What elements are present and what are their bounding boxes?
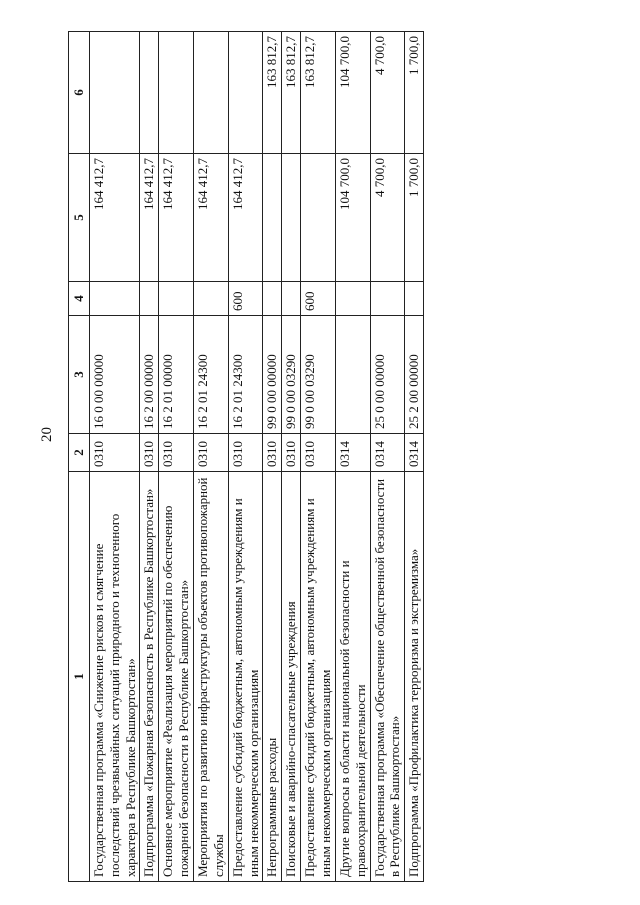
amount-col5-cell: 164 412,7 — [140, 154, 159, 282]
section-code-cell: 0310 — [159, 434, 194, 472]
expense-type-cell: 600 — [301, 282, 336, 316]
row-name-cell: Другие вопросы в области национальной безопасности и правоохранительной деятельности — [335, 472, 370, 882]
amount-col6-cell: 163 812,7 — [282, 32, 301, 154]
row-name-cell: Государственная программа «Снижение рисков и смягчение последствий чрезвычайных ситуаций природного и техногенного характера в Республике Башкортостан» — [89, 472, 140, 882]
target-code-cell: 99 0 00 00000 — [263, 316, 282, 434]
table-row — [335, 32, 370, 882]
target-code-cell: 25 0 00 00000 — [370, 316, 405, 434]
amount-col6-cell — [228, 32, 263, 154]
expense-type-cell: 600 — [228, 282, 263, 316]
table-row — [159, 32, 194, 882]
section-code-cell: 0314 — [405, 434, 424, 472]
amount-col6-cell: 104 700,0 — [335, 32, 370, 154]
target-code-cell: 99 0 00 03290 — [301, 316, 336, 434]
expense-type-cell — [370, 282, 405, 316]
amount-col5-cell — [282, 154, 301, 282]
amount-col5-cell: 164 412,7 — [228, 154, 263, 282]
section-code-cell: 0310 — [194, 434, 229, 472]
expense-type-cell — [335, 282, 370, 316]
expense-type-cell — [89, 282, 140, 316]
section-code-cell: 0310 — [89, 434, 140, 472]
target-code-cell: 25 2 00 00000 — [405, 316, 424, 434]
expense-type-cell — [194, 282, 229, 316]
section-code-cell: 0310 — [301, 434, 336, 472]
row-name-cell: Непрограммные расходы — [263, 472, 282, 882]
amount-col5-cell: 164 412,7 — [89, 154, 140, 282]
expense-type-cell — [405, 282, 424, 316]
target-code-cell: 16 0 00 00000 — [89, 316, 140, 434]
amount-col5-cell — [263, 154, 282, 282]
amount-col5-cell: 1 700,0 — [405, 154, 424, 282]
table-row — [263, 32, 282, 882]
target-code-cell: 16 2 00 00000 — [140, 316, 159, 434]
target-code-cell: 99 0 00 03290 — [282, 316, 301, 434]
table-row — [194, 32, 229, 882]
column-header: 5 — [69, 154, 90, 282]
amount-col6-cell: 4 700,0 — [370, 32, 405, 154]
amount-col5-cell: 104 700,0 — [335, 154, 370, 282]
amount-col5-cell: 4 700,0 — [370, 154, 405, 282]
budget-table — [68, 31, 424, 882]
header-row — [69, 32, 90, 882]
expense-type-cell — [282, 282, 301, 316]
table-row — [405, 32, 424, 882]
table-row — [301, 32, 336, 882]
column-header: 3 — [69, 316, 90, 434]
row-name-cell: Мероприятия по развитию инфраструктуры объектов противопожарной службы — [194, 472, 229, 882]
amount-col5-cell — [301, 154, 336, 282]
table-row — [228, 32, 263, 882]
amount-col5-cell: 164 412,7 — [194, 154, 229, 282]
amount-col6-cell — [89, 32, 140, 154]
page-number: 20 — [39, 427, 55, 442]
target-code-cell: 16 2 01 00000 — [159, 316, 194, 434]
table-row — [370, 32, 405, 882]
table-row — [140, 32, 159, 882]
page-content — [68, 32, 526, 882]
amount-col6-cell — [194, 32, 229, 154]
target-code-cell: 16 2 01 24300 — [194, 316, 229, 434]
section-code-cell: 0310 — [263, 434, 282, 472]
target-code-cell: 16 2 01 24300 — [228, 316, 263, 434]
amount-col6-cell: 163 812,7 — [301, 32, 336, 154]
target-code-cell — [335, 316, 370, 434]
column-header: 1 — [69, 472, 90, 882]
column-header: 2 — [69, 434, 90, 472]
expense-type-cell — [140, 282, 159, 316]
row-name-cell: Подпрограмма «Пожарная безопасность в Республике Башкортостан» — [140, 472, 159, 882]
row-name-cell: Поисковые и аварийно-спасательные учреждения — [282, 472, 301, 882]
amount-col6-cell: 163 812,7 — [263, 32, 282, 154]
table-row — [89, 32, 140, 882]
rotated-table-wrapper — [68, 32, 526, 882]
expense-type-cell — [263, 282, 282, 316]
row-name-cell: Предоставление субсидий бюджетным, автономным учреждениям и иным некоммерческим организациям — [301, 472, 336, 882]
amount-col6-cell: 1 700,0 — [405, 32, 424, 154]
expense-type-cell — [159, 282, 194, 316]
row-name-cell: Предоставление субсидий бюджетным, автономным учреждениям и иным некоммерческим организациям — [228, 472, 263, 882]
table-row — [282, 32, 301, 882]
section-code-cell: 0314 — [335, 434, 370, 472]
section-code-cell: 0310 — [228, 434, 263, 472]
section-code-cell: 0314 — [370, 434, 405, 472]
row-name-cell: Основное мероприятие «Реализация мероприятий по обеспечению пожарной безопасности в Республике Башкортостан» — [159, 472, 194, 882]
column-header: 6 — [69, 32, 90, 154]
amount-col6-cell — [159, 32, 194, 154]
amount-col5-cell: 164 412,7 — [159, 154, 194, 282]
row-name-cell: Государственная программа «Обеспечение общественной безопасности в Республике Башкортостан» — [370, 472, 405, 882]
section-code-cell: 0310 — [140, 434, 159, 472]
section-code-cell: 0310 — [282, 434, 301, 472]
row-name-cell: Подпрограмма «Профилактика терроризма и экстремизма» — [405, 472, 424, 882]
column-header: 4 — [69, 282, 90, 316]
amount-col6-cell — [140, 32, 159, 154]
